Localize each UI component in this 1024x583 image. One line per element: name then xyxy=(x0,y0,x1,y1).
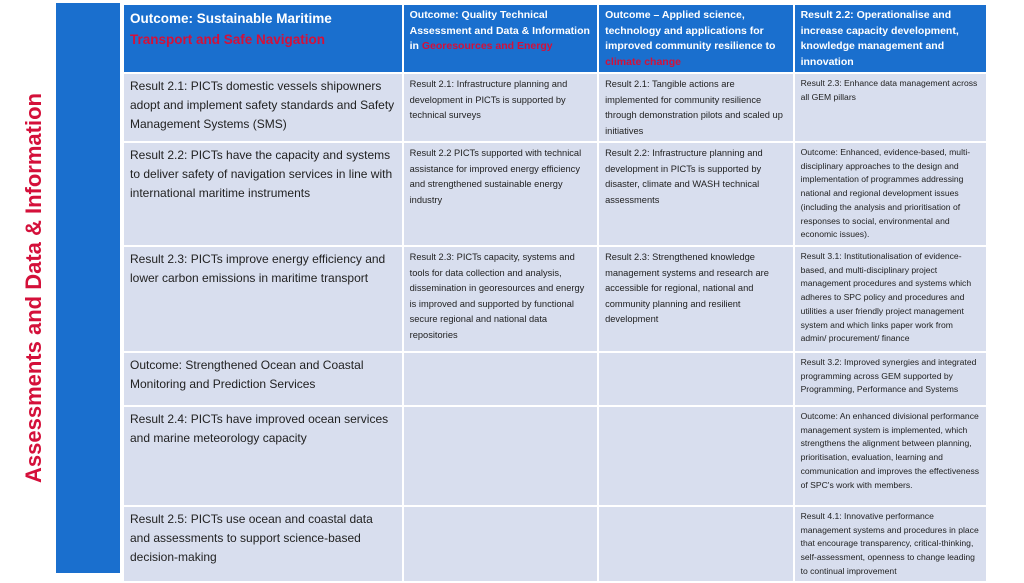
row1-col4: Result 2.3: Enhance data management across all GEM pillars xyxy=(795,74,986,141)
header-col3-text: Outcome – Applied science, technology and applications for improved community resilience to xyxy=(605,9,776,52)
outcomes-table xyxy=(122,3,988,583)
row1-col2: Result 2.1: Infrastructure planning and development in PICTs is supported by technical surveys xyxy=(404,74,597,141)
row4-col3 xyxy=(599,353,792,405)
row6-col3 xyxy=(599,507,792,581)
side-title: Assessments and Data & Information xyxy=(21,93,46,483)
header-col4-text: Result 2.2: Operationalise and increase capacity development, knowledge management and innovation xyxy=(800,9,959,68)
row3-col3: Result 2.3: Strengthened knowledge management systems and research are accessible for regional, national and community planning and resilient development xyxy=(599,247,792,351)
table-row xyxy=(124,407,986,505)
row5-col2 xyxy=(404,407,597,505)
header-col2-highlight: Georesources and Energy xyxy=(421,40,553,52)
header-col1 xyxy=(124,5,402,72)
table-row xyxy=(124,247,986,351)
row1-col1: Result 2.1: PICTs domestic vessels shipowners adopt and implement safety standards and Safety Management Systems (SMS) xyxy=(124,74,402,141)
row6-col4: Result 4.1: Innovative performance management systems and procedures in place that encourage transparency, critical-thinking, self-assessment, openness to change leading to continual improvement xyxy=(795,507,986,581)
row6-col1: Result 2.5: PICTs use ocean and coastal data and assessments to support science-based decision-making xyxy=(124,507,402,581)
header-col4 xyxy=(795,5,986,72)
table-row xyxy=(124,507,986,581)
row4-col1: Outcome: Strengthened Ocean and Coastal Monitoring and Prediction Services xyxy=(124,353,402,405)
table-row xyxy=(124,74,986,141)
header-col3-highlight: climate change xyxy=(605,55,681,68)
row5-col4: Outcome: An enhanced divisional performance management system is implemented, which strengthens the alignment between planning, prioritisation, evaluation, learning and communication and improves the effectiveness of SPC's work with members. xyxy=(795,407,986,505)
row3-col4: Result 3.1: Institutionalisation of evidence-based, and multi-disciplinary project management procedures and systems which adheres to SPC policy and procedures and utilities a user friendly project management system and which links paper work from admin/ procurement/ finance xyxy=(795,247,986,351)
table-row xyxy=(124,353,986,405)
header-col1-text: Outcome: Sustainable Maritime xyxy=(130,11,332,26)
header-row xyxy=(124,5,986,72)
sidebar-white-strip xyxy=(12,3,56,573)
row4-col2 xyxy=(404,353,597,405)
table-row xyxy=(124,143,986,245)
row6-col2 xyxy=(404,507,597,581)
row3-col2: Result 2.3: PICTs capacity, systems and tools for data collection and analysis, dissemination in georesources and energy is improved and supported by functional secure regional and national data repositories xyxy=(404,247,597,351)
row2-col1: Result 2.2: PICTs have the capacity and systems to deliver safety of navigation services in line with international maritime instruments xyxy=(124,143,402,245)
header-col2-text: Outcome: Quality Technical Assessment and Data & Information in xyxy=(409,9,590,52)
row5-col1: Result 2.4: PICTs have improved ocean services and marine meteorology capacity xyxy=(124,407,402,505)
row2-col3: Result 2.2: Infrastructure planning and development in PICTs is supported by disaster, climate and WASH technical assessments xyxy=(599,143,792,245)
row2-col2: Result 2.2 PICTs supported with technical assistance for improved energy efficiency and strengthened sustainable energy industry xyxy=(404,143,597,245)
row1-col3: Result 2.1: Tangible actions are implemented for community resilience through demonstration pilots and scaled up initiatives xyxy=(599,74,792,141)
row5-col3 xyxy=(599,407,792,505)
row4-col4: Result 3.2: Improved synergies and integrated programming across GEM supported by Programming, Performance and Systems xyxy=(795,353,986,405)
header-col1-highlight: Transport and Safe Navigation xyxy=(130,32,326,47)
header-col3 xyxy=(599,5,792,72)
header-col2 xyxy=(404,5,597,72)
row2-col4: Outcome: Enhanced, evidence-based, multi-disciplinary approaches to the design and implementation of programmes addressing national and regional development issues (including the analysis and prioritisation of responses to social, environmental and economic issues). xyxy=(795,143,986,245)
row3-col1: Result 2.3: PICTs improve energy efficiency and lower carbon emissions in maritime transport xyxy=(124,247,402,351)
